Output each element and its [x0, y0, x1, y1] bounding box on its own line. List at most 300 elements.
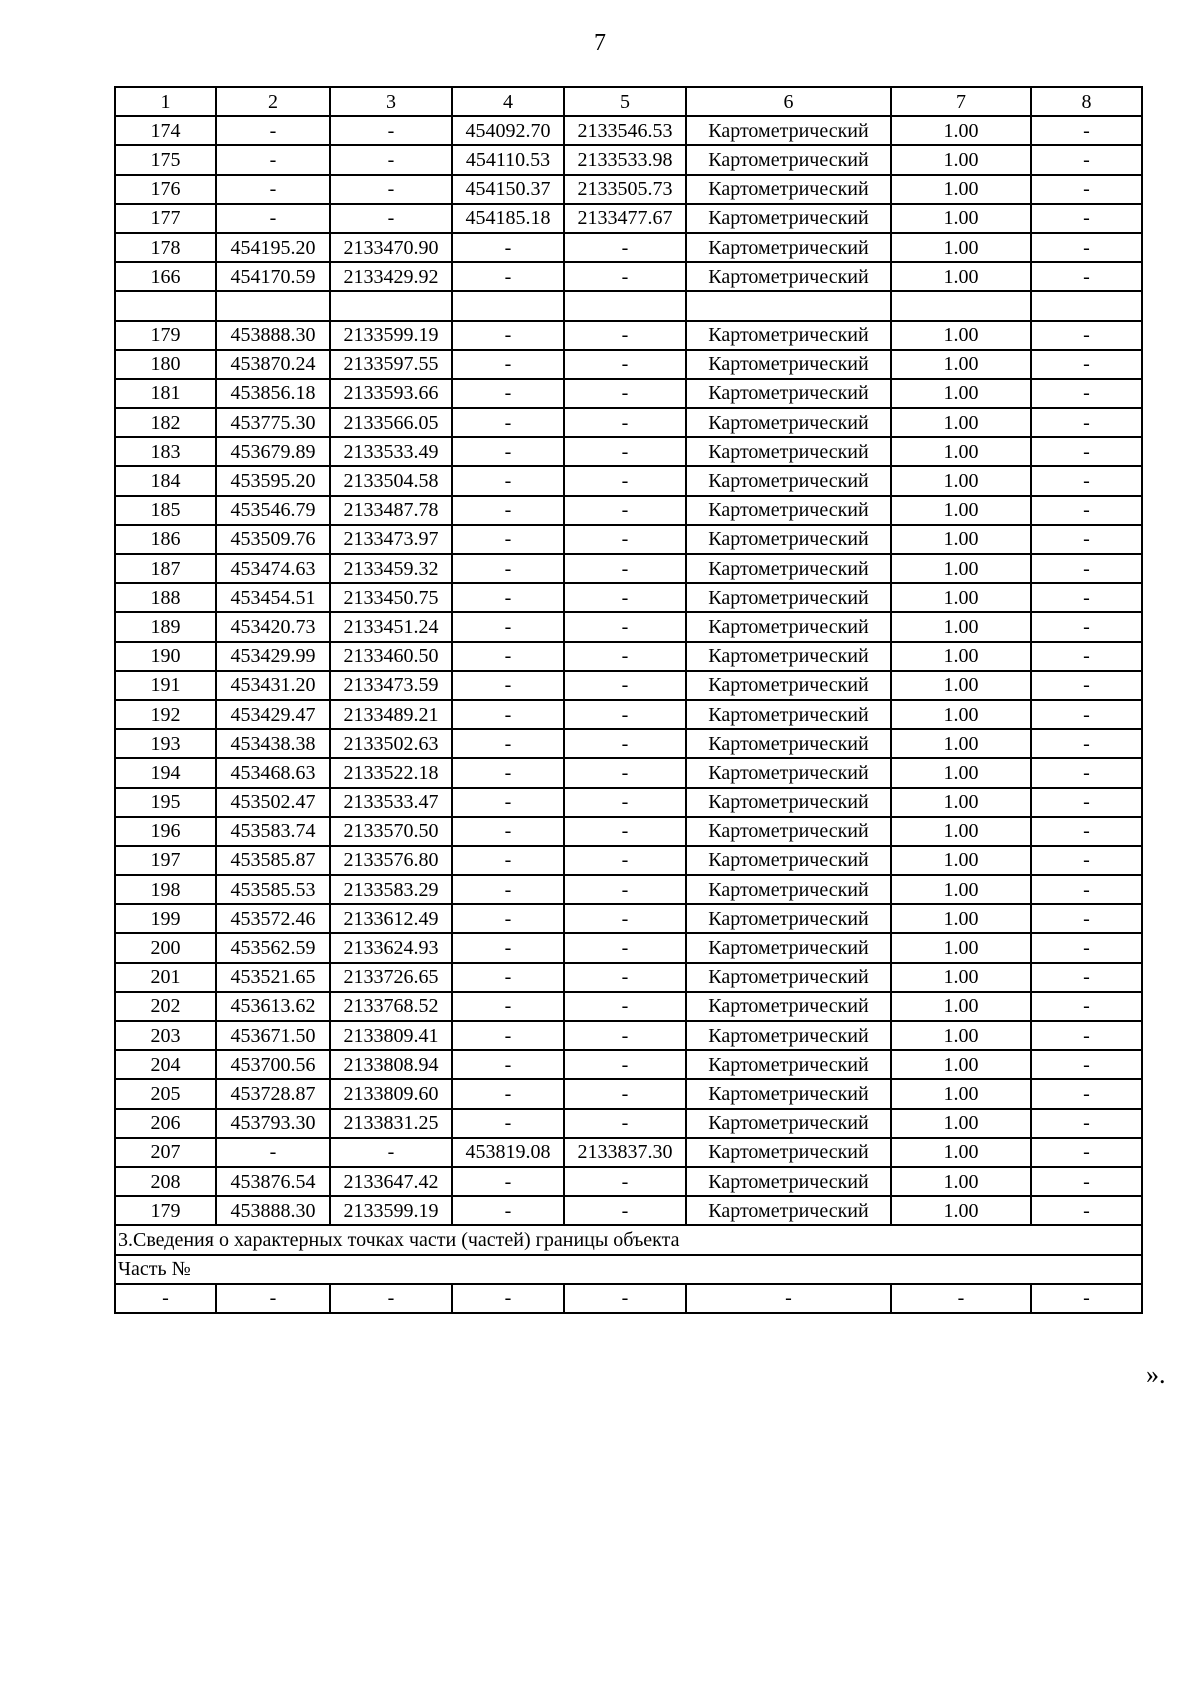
table-cell: -	[452, 525, 564, 554]
table-cell: 2133583.29	[330, 875, 452, 904]
table-cell: 453700.56	[216, 1050, 330, 1079]
table-cell: 1.00	[891, 466, 1031, 495]
table-cell: Картометрический	[686, 175, 891, 204]
table-cell: Картометрический	[686, 1167, 891, 1196]
table-cell: 194	[115, 758, 216, 787]
table-cell: 207	[115, 1138, 216, 1167]
table-cell: -	[564, 350, 686, 379]
table-cell: 188	[115, 583, 216, 612]
table-cell: 1.00	[891, 525, 1031, 554]
table-cell: -	[1031, 846, 1142, 875]
table-cell: Картометрический	[686, 1109, 891, 1138]
table-cell: 453431.20	[216, 671, 330, 700]
table-cell: 2133546.53	[564, 116, 686, 145]
table-cell: -	[452, 554, 564, 583]
table-cell: 1.00	[891, 437, 1031, 466]
table-row	[115, 379, 1142, 408]
table-cell: -	[452, 233, 564, 262]
table-cell: -	[1031, 817, 1142, 846]
table-row	[115, 233, 1142, 262]
table-cell: Картометрический	[686, 350, 891, 379]
table-cell: -	[452, 875, 564, 904]
table-cell: 4	[452, 87, 564, 116]
table-row	[115, 846, 1142, 875]
table-cell: 1.00	[891, 817, 1031, 846]
table-cell: 7	[891, 87, 1031, 116]
table-row	[115, 175, 1142, 204]
table-cell: 2133837.30	[564, 1138, 686, 1167]
table-cell: 1.00	[891, 671, 1031, 700]
table-row	[115, 408, 1142, 437]
table-cell: 453775.30	[216, 408, 330, 437]
table-cell: 1.00	[891, 1138, 1031, 1167]
table-cell: -	[452, 437, 564, 466]
table-cell: -	[564, 933, 686, 962]
table-cell: 2133505.73	[564, 175, 686, 204]
section-3-title: 3.Сведения о характерных точках части (частей) границы объекта	[115, 1225, 1142, 1254]
table-cell: -	[452, 758, 564, 787]
table-cell: 199	[115, 904, 216, 933]
table-cell: 2133599.19	[330, 321, 452, 350]
table-cell: 453546.79	[216, 496, 330, 525]
table-cell: 1.00	[891, 145, 1031, 174]
table-cell: -	[1031, 496, 1142, 525]
table-cell: 2133460.50	[330, 642, 452, 671]
table-cell: -	[1031, 525, 1142, 554]
table-cell: -	[564, 729, 686, 758]
table-cell: -	[452, 700, 564, 729]
table-row	[115, 466, 1142, 495]
table-cell: 1.00	[891, 321, 1031, 350]
table-cell: 185	[115, 496, 216, 525]
table-cell: Картометрический	[686, 788, 891, 817]
table-cell: 2133429.92	[330, 262, 452, 291]
table-cell: 453888.30	[216, 321, 330, 350]
table-cell: -	[216, 1284, 330, 1313]
table-cell: 2133768.52	[330, 992, 452, 1021]
table-cell: Картометрический	[686, 817, 891, 846]
table-row	[115, 1196, 1142, 1225]
table-cell: 2133599.19	[330, 1196, 452, 1225]
table-cell: 2133831.25	[330, 1109, 452, 1138]
table-cell: 1.00	[891, 758, 1031, 787]
table-cell: -	[330, 1138, 452, 1167]
table-cell: 453468.63	[216, 758, 330, 787]
table-cell: -	[452, 1109, 564, 1138]
table-cell: 453819.08	[452, 1138, 564, 1167]
table-cell: -	[452, 729, 564, 758]
table-cell: -	[452, 496, 564, 525]
table-cell: 2133473.59	[330, 671, 452, 700]
table-cell: 1.00	[891, 846, 1031, 875]
table-cell	[686, 291, 891, 320]
table-cell: 453870.24	[216, 350, 330, 379]
table-cell: 1.00	[891, 1167, 1031, 1196]
table-cell: Картометрический	[686, 1079, 891, 1108]
table-cell: 198	[115, 875, 216, 904]
table-cell: -	[1031, 671, 1142, 700]
table-cell: 1.00	[891, 233, 1031, 262]
table-cell: -	[1031, 583, 1142, 612]
table-row	[115, 1109, 1142, 1138]
table-cell: -	[452, 466, 564, 495]
table-cell	[115, 291, 216, 320]
table-cell: -	[216, 175, 330, 204]
table-cell: -	[564, 321, 686, 350]
table-cell: 178	[115, 233, 216, 262]
table-cell: 2133647.42	[330, 1167, 452, 1196]
table-cell: -	[564, 875, 686, 904]
table-cell: -	[452, 1167, 564, 1196]
table-cell: -	[564, 1109, 686, 1138]
table-cell: 453562.59	[216, 933, 330, 962]
table-cell: 2133566.05	[330, 408, 452, 437]
table-cell: 196	[115, 817, 216, 846]
table-cell: -	[1031, 1284, 1142, 1313]
table-cell: 177	[115, 204, 216, 233]
table-cell: 453876.54	[216, 1167, 330, 1196]
table-cell: 180	[115, 350, 216, 379]
table-cell: 6	[686, 87, 891, 116]
table-cell: 186	[115, 525, 216, 554]
table-cell: 454170.59	[216, 262, 330, 291]
table-cell: -	[452, 846, 564, 875]
table-cell: -	[1031, 1050, 1142, 1079]
table-row	[115, 496, 1142, 525]
table-cell	[564, 291, 686, 320]
table-cell: Картометрический	[686, 1050, 891, 1079]
table-row	[115, 262, 1142, 291]
table-cell: 453671.50	[216, 1021, 330, 1050]
table-cell: Картометрический	[686, 671, 891, 700]
table-cell: -	[564, 817, 686, 846]
table-cell: -	[452, 642, 564, 671]
table-cell: -	[216, 204, 330, 233]
table-cell: Картометрический	[686, 1196, 891, 1225]
table-cell: Картометрический	[686, 904, 891, 933]
table-cell: 2133808.94	[330, 1050, 452, 1079]
table-row	[115, 116, 1142, 145]
table-cell: -	[1031, 875, 1142, 904]
table-cell: -	[1031, 1079, 1142, 1108]
table-cell: 1.00	[891, 350, 1031, 379]
table-cell: -	[1031, 321, 1142, 350]
table-cell: 175	[115, 145, 216, 174]
table-cell: 453585.87	[216, 846, 330, 875]
table-cell: 453856.18	[216, 379, 330, 408]
table-cell: 454195.20	[216, 233, 330, 262]
table-cell: 1.00	[891, 904, 1031, 933]
table-cell: -	[452, 583, 564, 612]
table-cell: -	[1031, 933, 1142, 962]
table-cell: -	[1031, 408, 1142, 437]
table-cell: 208	[115, 1167, 216, 1196]
table-cell: -	[1031, 1109, 1142, 1138]
table-cell: 182	[115, 408, 216, 437]
table-row	[115, 612, 1142, 641]
table-cell	[452, 291, 564, 320]
table-cell: -	[564, 554, 686, 583]
table-cell: 183	[115, 437, 216, 466]
table-cell: 453474.63	[216, 554, 330, 583]
table-row	[115, 904, 1142, 933]
table-cell: -	[452, 904, 564, 933]
table-cell: -	[1031, 1138, 1142, 1167]
table-cell: 2133489.21	[330, 700, 452, 729]
table-cell: 453429.47	[216, 700, 330, 729]
table-cell: -	[564, 437, 686, 466]
table-cell: Картометрический	[686, 437, 891, 466]
table-cell: 2133593.66	[330, 379, 452, 408]
table-cell: Картометрический	[686, 321, 891, 350]
table-cell: -	[564, 1050, 686, 1079]
table-cell: 2133451.24	[330, 612, 452, 641]
table-cell: 197	[115, 846, 216, 875]
table-cell: 1.00	[891, 116, 1031, 145]
table-row	[115, 1138, 1142, 1167]
table-cell: Картометрический	[686, 525, 891, 554]
table-cell: 181	[115, 379, 216, 408]
table-cell: -	[452, 1284, 564, 1313]
table-cell: -	[564, 496, 686, 525]
table-cell: 1.00	[891, 1079, 1031, 1108]
table-cell: -	[452, 788, 564, 817]
table-row	[115, 350, 1142, 379]
table-cell: Картометрический	[686, 408, 891, 437]
table-cell	[216, 291, 330, 320]
table-cell: Картометрический	[686, 933, 891, 962]
table-cell: Картометрический	[686, 700, 891, 729]
table-cell: 2133522.18	[330, 758, 452, 787]
table-cell: 453509.76	[216, 525, 330, 554]
table-cell: -	[564, 583, 686, 612]
table-cell: 2133504.58	[330, 466, 452, 495]
table-row	[115, 321, 1142, 350]
table-cell: Картометрический	[686, 1138, 891, 1167]
table-header-row	[115, 87, 1142, 116]
table-cell: 454185.18	[452, 204, 564, 233]
table-cell: Картометрический	[686, 554, 891, 583]
table-cell: -	[1031, 204, 1142, 233]
table-cell: 1.00	[891, 262, 1031, 291]
table-cell: Картометрический	[686, 992, 891, 1021]
table-row	[115, 1079, 1142, 1108]
table-row	[115, 788, 1142, 817]
table-cell: 453572.46	[216, 904, 330, 933]
table-cell: 206	[115, 1109, 216, 1138]
table-cell: -	[452, 1021, 564, 1050]
table-cell: 203	[115, 1021, 216, 1050]
table-cell: -	[216, 116, 330, 145]
table-cell: -	[686, 1284, 891, 1313]
table-cell: 187	[115, 554, 216, 583]
table-cell: Картометрический	[686, 963, 891, 992]
table-row	[115, 583, 1142, 612]
table-cell: 1.00	[891, 875, 1031, 904]
table-row	[115, 992, 1142, 1021]
table-cell: 2133470.90	[330, 233, 452, 262]
table-cell: -	[564, 992, 686, 1021]
table-cell: 1.00	[891, 379, 1031, 408]
table-cell: 2133570.50	[330, 817, 452, 846]
table-cell: -	[1031, 233, 1142, 262]
table-cell: 193	[115, 729, 216, 758]
table-cell: -	[564, 408, 686, 437]
table-cell: 2133487.78	[330, 496, 452, 525]
table-cell: -	[1031, 758, 1142, 787]
table-row	[115, 875, 1142, 904]
table-cell: -	[564, 788, 686, 817]
table-cell: 1.00	[891, 1050, 1031, 1079]
table-cell: 1.00	[891, 583, 1031, 612]
table-cell: 1.00	[891, 933, 1031, 962]
table-row	[115, 758, 1142, 787]
closing-quote-mark: ».	[1146, 1360, 1166, 1389]
table-cell: -	[330, 175, 452, 204]
table-cell: 2133450.75	[330, 583, 452, 612]
table-cell: -	[1031, 1167, 1142, 1196]
table-cell: 1.00	[891, 788, 1031, 817]
table-cell: 2133576.80	[330, 846, 452, 875]
table-cell: Картометрический	[686, 729, 891, 758]
table-cell: 1.00	[891, 408, 1031, 437]
table-cell: Картометрический	[686, 466, 891, 495]
table-row	[115, 642, 1142, 671]
table-row	[115, 700, 1142, 729]
table-cell: -	[1031, 963, 1142, 992]
table-cell: -	[330, 1284, 452, 1313]
table-cell: -	[564, 1021, 686, 1050]
table-cell: 2133809.41	[330, 1021, 452, 1050]
table-cell: -	[452, 963, 564, 992]
table-cell: 453728.87	[216, 1079, 330, 1108]
table-cell: -	[216, 145, 330, 174]
table-cell: 176	[115, 175, 216, 204]
table-cell: -	[891, 1284, 1031, 1313]
table-cell	[330, 291, 452, 320]
table-cell: 1.00	[891, 1021, 1031, 1050]
table-cell: 1.00	[891, 554, 1031, 583]
table-row-final	[115, 1284, 1142, 1313]
table-row	[115, 817, 1142, 846]
table-cell: 2133502.63	[330, 729, 452, 758]
table-cell: 202	[115, 992, 216, 1021]
table-cell: -	[452, 817, 564, 846]
table-cell: 453521.65	[216, 963, 330, 992]
table-row	[115, 437, 1142, 466]
table-cell: 1.00	[891, 612, 1031, 641]
table-cell: 453679.89	[216, 437, 330, 466]
table-cell: 191	[115, 671, 216, 700]
table-cell: -	[452, 408, 564, 437]
table-cell: -	[452, 321, 564, 350]
table-cell: 179	[115, 321, 216, 350]
part-number-label-row	[115, 1255, 1142, 1284]
table-cell: 453585.53	[216, 875, 330, 904]
table-cell: 453420.73	[216, 612, 330, 641]
table-cell: 2133533.49	[330, 437, 452, 466]
table-cell: 2133459.32	[330, 554, 452, 583]
table-cell: -	[564, 671, 686, 700]
table-cell: -	[1031, 612, 1142, 641]
table-cell: -	[1031, 554, 1142, 583]
table-cell: -	[452, 1079, 564, 1108]
table-cell: 190	[115, 642, 216, 671]
table-cell	[1031, 291, 1142, 320]
table-cell: -	[1031, 729, 1142, 758]
table-cell: 453595.20	[216, 466, 330, 495]
table-cell: -	[1031, 350, 1142, 379]
table-cell: 453888.30	[216, 1196, 330, 1225]
table-cell: -	[1031, 379, 1142, 408]
table-cell: 1.00	[891, 204, 1031, 233]
table-cell: Картометрический	[686, 846, 891, 875]
table-cell: -	[564, 904, 686, 933]
table-cell: 2133726.65	[330, 963, 452, 992]
table-cell: 2133809.60	[330, 1079, 452, 1108]
table-cell: -	[452, 671, 564, 700]
table-cell: 453502.47	[216, 788, 330, 817]
table-cell: 1.00	[891, 1196, 1031, 1225]
table-row-empty	[115, 291, 1142, 320]
table-cell: -	[564, 466, 686, 495]
table-cell: 2133533.47	[330, 788, 452, 817]
table-row	[115, 145, 1142, 174]
table-cell: -	[564, 963, 686, 992]
table-cell: Картометрический	[686, 145, 891, 174]
table-cell: Картометрический	[686, 583, 891, 612]
table-row	[115, 729, 1142, 758]
table-cell: 3	[330, 87, 452, 116]
table-cell: -	[115, 1284, 216, 1313]
table-cell: -	[452, 612, 564, 641]
table-cell: 184	[115, 466, 216, 495]
table-cell: Картометрический	[686, 379, 891, 408]
table-cell: -	[1031, 700, 1142, 729]
table-cell: 1.00	[891, 642, 1031, 671]
table-cell: Картометрический	[686, 262, 891, 291]
table-row	[115, 204, 1142, 233]
table-cell: Картометрический	[686, 758, 891, 787]
table-cell: 453613.62	[216, 992, 330, 1021]
table-cell: 179	[115, 1196, 216, 1225]
table-cell: -	[564, 612, 686, 641]
table-cell: -	[330, 204, 452, 233]
table-row	[115, 554, 1142, 583]
table-cell: -	[1031, 262, 1142, 291]
table-cell: -	[564, 1167, 686, 1196]
table-cell: -	[452, 992, 564, 1021]
table-cell: 454092.70	[452, 116, 564, 145]
table-cell: 2133597.55	[330, 350, 452, 379]
table-cell: -	[1031, 466, 1142, 495]
table-cell: -	[1031, 1021, 1142, 1050]
table-cell	[891, 291, 1031, 320]
table-cell: -	[452, 933, 564, 962]
table-cell: 204	[115, 1050, 216, 1079]
table-cell: 1.00	[891, 992, 1031, 1021]
table-cell: -	[564, 758, 686, 787]
table-cell: 453438.38	[216, 729, 330, 758]
table-cell: 2133533.98	[564, 145, 686, 174]
table-cell: Картометрический	[686, 233, 891, 262]
table-cell: -	[564, 846, 686, 875]
table-row	[115, 963, 1142, 992]
table-cell: 453454.51	[216, 583, 330, 612]
table-cell: 1	[115, 87, 216, 116]
table-cell: 166	[115, 262, 216, 291]
table-cell: Картометрический	[686, 496, 891, 525]
